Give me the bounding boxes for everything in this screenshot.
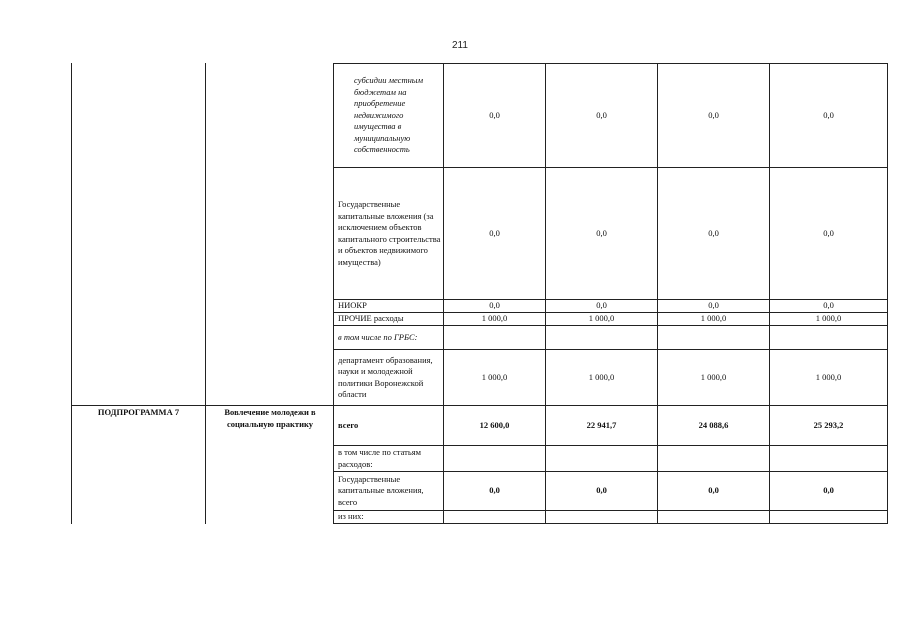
row-value: 0,0 (546, 472, 658, 511)
row-label: Государственные капитальные вложения (за исключением объектов капитального строительства и объектов недвижимого имущества) (334, 168, 444, 300)
row-label: в том числе по ГРБС: (334, 326, 444, 350)
table-row (334, 168, 888, 300)
row-label: НИОКР (334, 300, 444, 313)
row-value: 22 941,7 (546, 406, 658, 446)
row-value (770, 326, 888, 350)
row-value (444, 511, 546, 524)
table-row (334, 446, 888, 472)
row-value: 0,0 (770, 300, 888, 313)
row-label: ПРОЧИЕ расходы (334, 313, 444, 326)
row-value: 0,0 (658, 472, 770, 511)
row-value: 0,0 (658, 168, 770, 300)
table-row (334, 326, 888, 350)
row-label: субсидии местным бюджетам на приобретение недвижимого имущества в муниципальную собственность (334, 64, 444, 168)
row-label: всего (334, 406, 444, 446)
table-row (334, 64, 888, 168)
row-value: 1 000,0 (658, 313, 770, 326)
row-value (658, 326, 770, 350)
left-rule-2 (205, 63, 206, 524)
row-value: 1 000,0 (444, 313, 546, 326)
program-title: Вовлечение молодежи в социальную практику (224, 407, 316, 429)
row-value: 12 600,0 (444, 406, 546, 446)
row-value: 1 000,0 (770, 350, 888, 406)
row-value: 0,0 (546, 64, 658, 168)
row-label: в том числе по статьям расходов: (334, 446, 444, 472)
row-value: 0,0 (546, 168, 658, 300)
table-row (334, 406, 888, 446)
row-label: департамент образования, науки и молодежной политики Воронежской области (334, 350, 444, 406)
row-value: 1 000,0 (444, 350, 546, 406)
row-value (658, 511, 770, 524)
program-row-rule (71, 405, 333, 406)
row-value: 1 000,0 (546, 313, 658, 326)
row-value: 0,0 (444, 168, 546, 300)
row-value: 1 000,0 (546, 350, 658, 406)
row-value: 0,0 (770, 64, 888, 168)
page-number: 211 (452, 40, 468, 51)
budget-table (333, 63, 888, 524)
row-value: 1 000,0 (658, 350, 770, 406)
row-value: 0,0 (444, 64, 546, 168)
row-value: 0,0 (444, 300, 546, 313)
table-row (334, 350, 888, 406)
row-value: 0,0 (658, 64, 770, 168)
row-value: 25 293,2 (770, 406, 888, 446)
table-row (334, 511, 888, 524)
table-row (334, 313, 888, 326)
left-rule-1 (71, 63, 72, 524)
row-value: 0,0 (770, 168, 888, 300)
row-value: 0,0 (546, 300, 658, 313)
row-value: 0,0 (770, 472, 888, 511)
row-value (546, 326, 658, 350)
row-value: 24 088,6 (658, 406, 770, 446)
row-value: 1 000,0 (770, 313, 888, 326)
row-label: Государственные капитальные вложения, всего (334, 472, 444, 511)
row-value: 0,0 (658, 300, 770, 313)
row-value: 0,0 (444, 472, 546, 511)
row-value (546, 446, 658, 472)
table-row (334, 300, 888, 313)
row-value (546, 511, 658, 524)
row-value (770, 511, 888, 524)
row-value (658, 446, 770, 472)
row-value (444, 326, 546, 350)
row-value (444, 446, 546, 472)
row-label: из них: (334, 511, 444, 524)
table-row (334, 472, 888, 511)
row-value (770, 446, 888, 472)
program-label: ПОДПРОГРАММА 7 (97, 407, 180, 417)
